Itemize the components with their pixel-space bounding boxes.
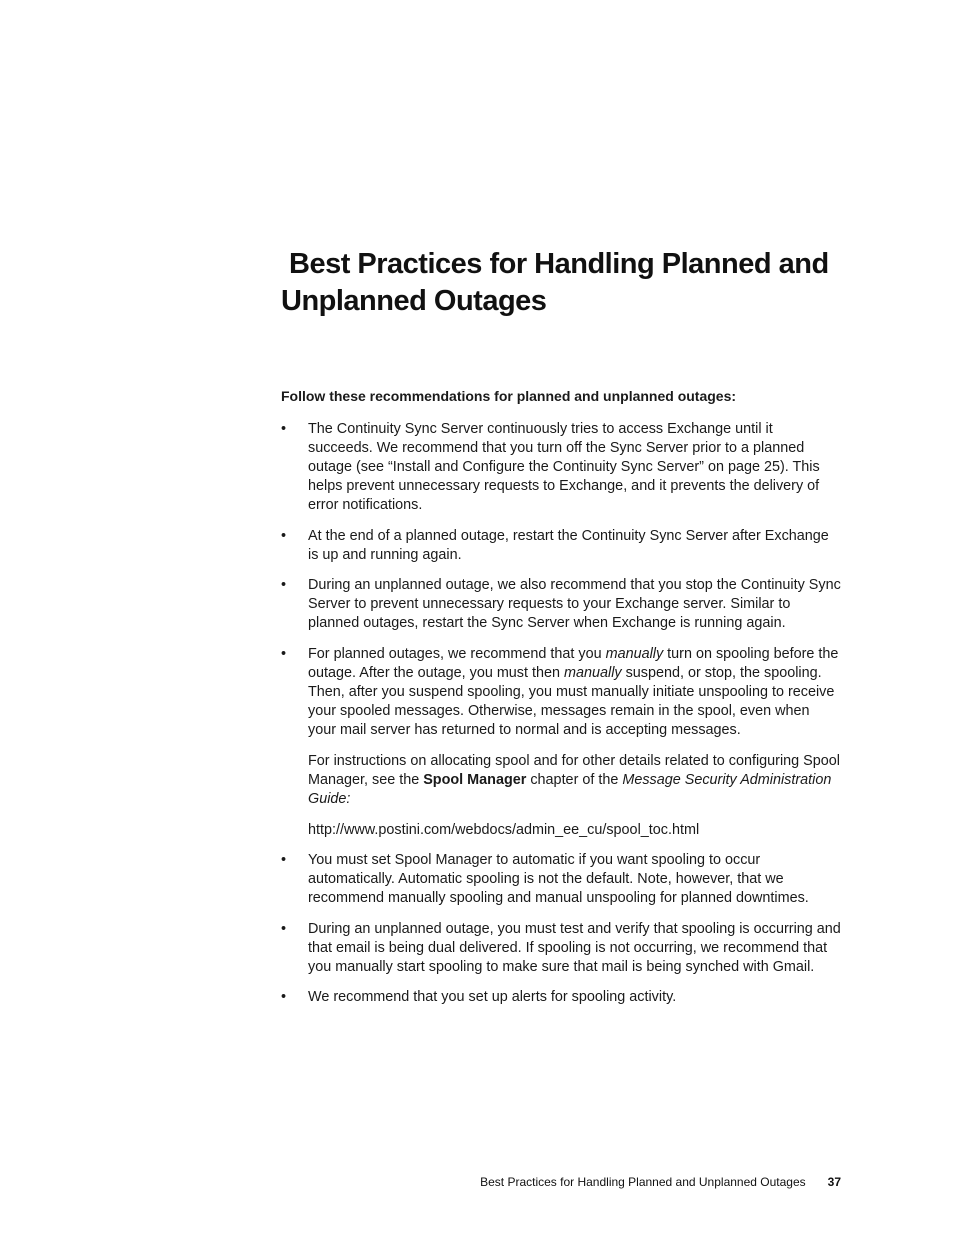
bullet-icon: • — [281, 920, 287, 937]
spool-instructions-paragraph — [308, 752, 841, 809]
paragraph-text-part: chapter of the — [526, 771, 623, 788]
bullet-icon: • — [281, 989, 287, 1005]
list-item — [281, 988, 841, 1007]
strong-text: Spool Manager — [423, 771, 527, 788]
bullet-icon: • — [281, 852, 287, 868]
paragraph-text-part: For instructions on allocating spool and for other details related to configuring Spool Manager, see the — [308, 752, 840, 788]
list-item — [281, 576, 841, 633]
list-item — [281, 527, 841, 565]
list-item-text: During an unplanned outage, you must test and verify that spooling is occurring and that email is being dual delivered. If spooling is not occurring, we recommend that you manually start spooling to make sure that mail is being synched with Gmail. — [308, 920, 841, 975]
bullet-icon: • — [281, 645, 287, 662]
bullet-icon: • — [281, 421, 287, 437]
page-number: 37 — [827, 1175, 841, 1189]
page-footer — [0, 1174, 841, 1190]
list-item-text-part: turn on spooling before the outage. After the outage, you must then — [308, 645, 839, 681]
bullet-icon: • — [281, 527, 287, 544]
list-item — [281, 920, 841, 977]
spool-doc-url: http://www.postini.com/webdocs/admin_ee_cu/spool_toc.html — [308, 821, 700, 838]
list-item-text: You must set Spool Manager to automatic if you want spooling to occur automatically. Automatic spooling is not the default. Note, however, that we recommend manually spooling and manual unspooling for planned downtimes. — [308, 852, 809, 906]
list-item-text — [308, 645, 841, 740]
list-item-text-part: For planned outages, we recommend that you — [308, 645, 606, 662]
list-item-text: During an unplanned outage, we also recommend that you stop the Continuity Sync Server to prevent unnecessary requests to your Exchange server. Similar to planned outages, restart the Sync Server when Exchange is running again. — [308, 577, 841, 631]
emphasis-text: manually — [564, 664, 622, 681]
intro-text: Follow these recommendations for planned and unplanned outages: — [281, 388, 737, 404]
bullet-icon: • — [281, 577, 287, 593]
emphasis-text: manually — [605, 645, 664, 662]
list-item-text: We recommend that you set up alerts for spooling activity. — [308, 989, 677, 1005]
list-item — [281, 420, 841, 515]
footer-title: Best Practices for Handling Planned and Unplanned Outages — [480, 1175, 806, 1189]
list-item-text: At the end of a planned outage, restart the Continuity Sync Server after Exchange is up and running again. — [308, 527, 829, 563]
page-title-line-2: Unplanned Outages — [281, 285, 547, 317]
list-item — [281, 645, 841, 840]
recommendation-list — [281, 420, 841, 1019]
page-title — [281, 246, 881, 320]
list-item-text-part: suspend, or stop, the spooling. Then, after you suspend spooling, you must manually initiate unspooling to receive your spooled messages. Otherwise, messages remain in the spool, even when your mail server has returned to normal and is accepting messages. — [308, 664, 835, 738]
list-item-text: The Continuity Sync Server continuously tries to access Exchange until it succeeds. We recommend that you turn off the Sync Server prior to a planned outage (see “Install and Configure the Continuity Sync Server” on page 25). This helps prevent unnecessary requests to Exchange, and it prevents the delivery of error notifications. — [308, 421, 820, 513]
guide-title: Message Security Administration Guide: — [308, 771, 832, 807]
list-item — [281, 851, 841, 908]
page-title-line-1: Best Practices for Handling Planned and — [289, 248, 829, 280]
